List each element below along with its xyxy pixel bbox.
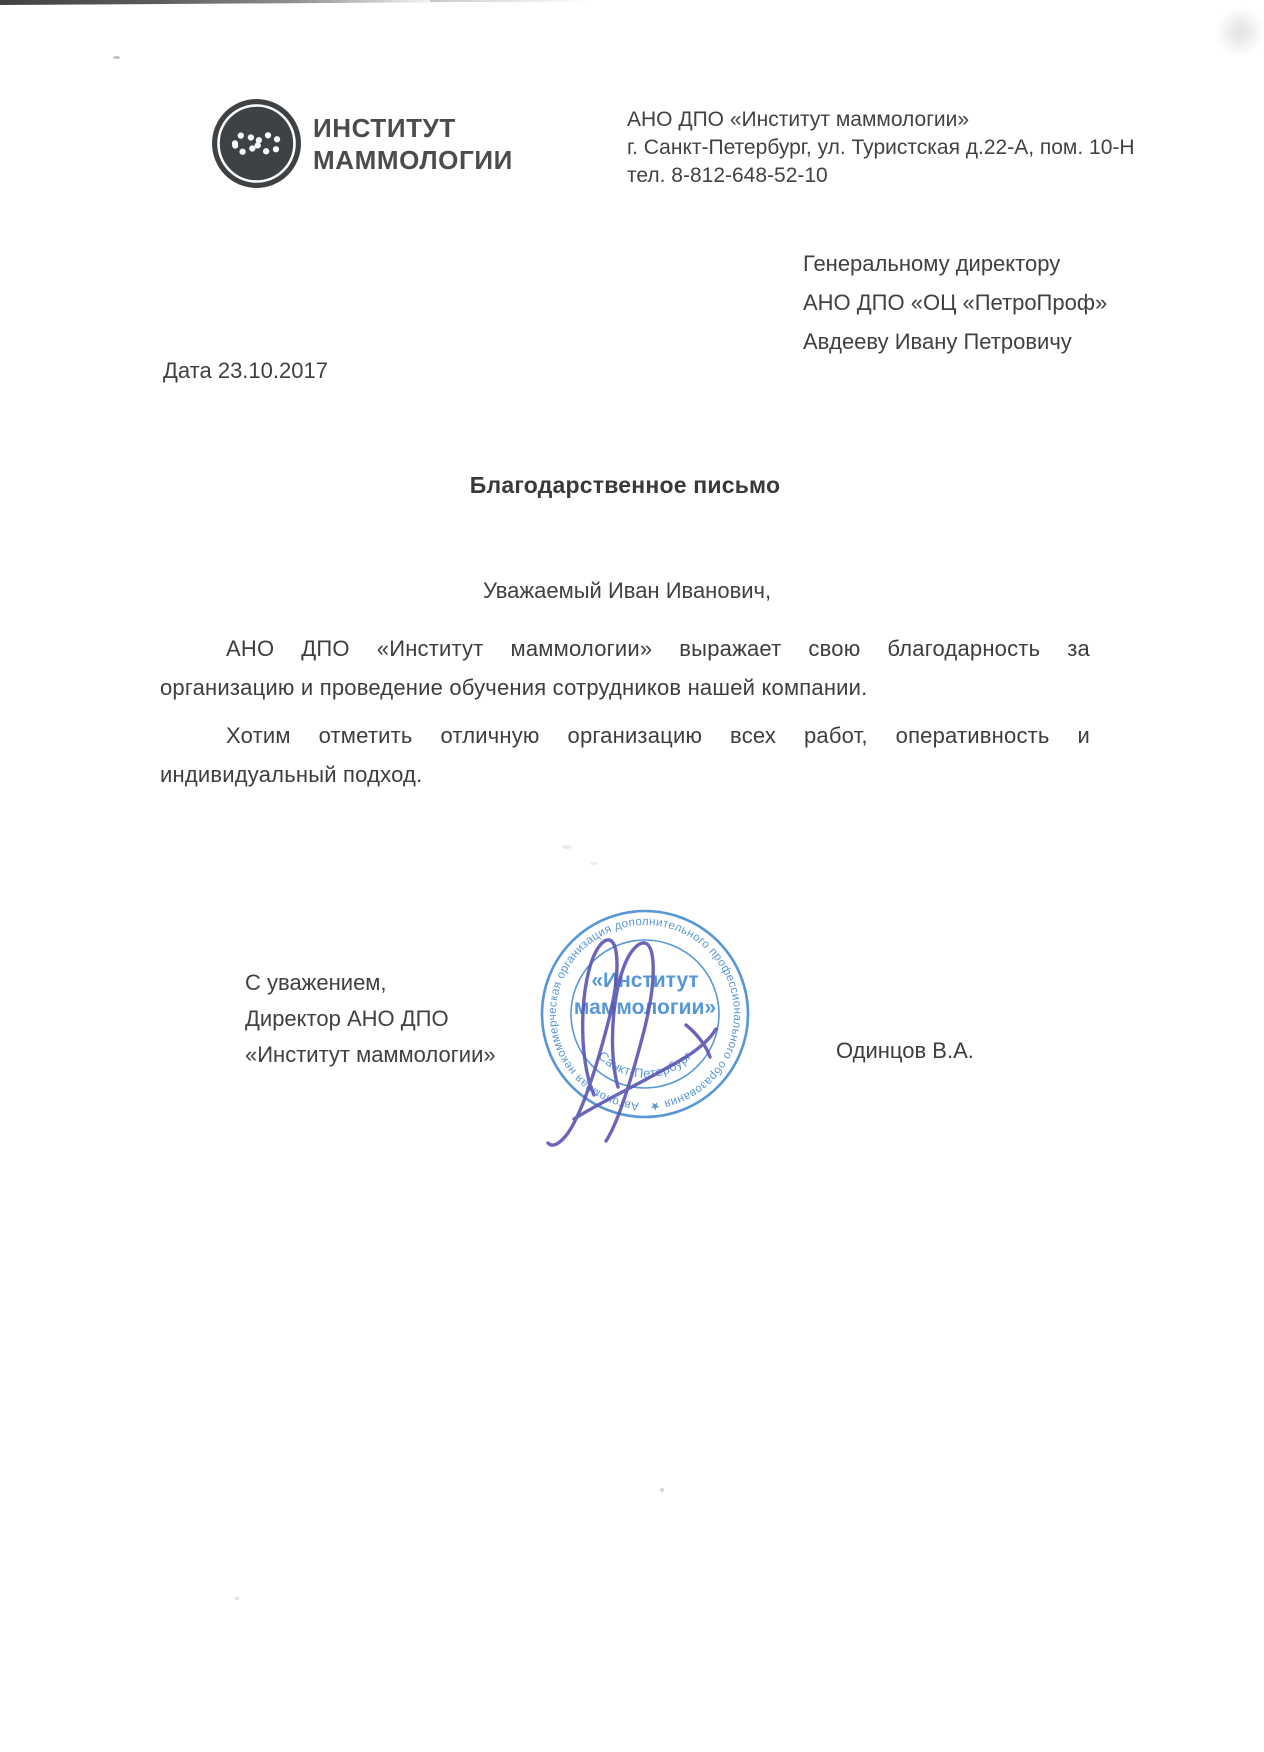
org-name: АНО ДПО «Институт маммологии» bbox=[627, 108, 970, 131]
addressee-line: Генеральному директору bbox=[803, 251, 1061, 276]
body-line: индивидуальный подход. bbox=[160, 762, 423, 787]
signoff-block bbox=[245, 965, 496, 1073]
body-paragraph-2 bbox=[160, 716, 1090, 794]
signoff-line: С уважением, bbox=[245, 970, 387, 995]
body-line: Хотим отметить отличную организацию всех работ, оперативность и bbox=[226, 723, 1090, 748]
institute-brand-name bbox=[313, 112, 513, 176]
greeting-line: Уважаемый Иван Иванович, bbox=[483, 578, 772, 603]
org-header-block bbox=[627, 106, 1135, 190]
signer-name: Одинцов В.А. bbox=[836, 1038, 974, 1063]
addressee-line: Авдееву Ивану Петровичу bbox=[803, 329, 1072, 354]
scan-smudge bbox=[562, 845, 572, 849]
brand-line-2: МАММОЛОГИИ bbox=[313, 145, 513, 175]
scan-artifact-corner-blotch bbox=[1216, 6, 1264, 58]
brand-line-1: ИНСТИТУТ bbox=[313, 113, 456, 143]
director-signature bbox=[510, 905, 770, 1155]
scan-artifact-top-line-faint bbox=[430, 0, 590, 2]
stamp-center-line-2: маммологии» bbox=[573, 996, 717, 1019]
signoff-line: «Институт маммологии» bbox=[245, 1042, 496, 1067]
scan-speck bbox=[235, 1597, 239, 1600]
addressee-block bbox=[803, 244, 1107, 361]
infinity-pearls-icon bbox=[212, 99, 301, 188]
org-address: г. Санкт-Петербург, ул. Туристская д.22-А, пом. 10-Н bbox=[627, 136, 1135, 159]
org-phone: тел. 8-812-648-52-10 bbox=[627, 164, 828, 187]
institute-logo bbox=[212, 99, 301, 188]
signature-ink-icon bbox=[510, 905, 770, 1155]
date-line: Дата 23.10.2017 bbox=[163, 358, 328, 383]
body-line: АНО ДПО «Институт маммологии» выражает свою благодарность за bbox=[226, 636, 1090, 661]
stamp-center-line-1: «Институт bbox=[591, 969, 699, 992]
body-line: организацию и проведение обучения сотрудников нашей компании. bbox=[160, 675, 868, 700]
addressee-line: АНО ДПО «ОЦ «ПетроПроф» bbox=[803, 290, 1108, 315]
body-paragraph-1 bbox=[160, 629, 1090, 707]
stamp-ring-text: Автономная некоммерческая организация дополнительного профессионального образования ★ bbox=[545, 914, 745, 1114]
scan-smudge bbox=[590, 862, 598, 865]
scan-speck bbox=[660, 1488, 664, 1492]
stamp-city-text: Санкт-Петербург bbox=[595, 1048, 695, 1081]
signoff-line: Директор АНО ДПО bbox=[245, 1006, 449, 1031]
letter-title: Благодарственное письмо bbox=[469, 472, 781, 498]
scan-artifact-top-line bbox=[0, 0, 448, 5]
scan-speck bbox=[113, 56, 120, 59]
